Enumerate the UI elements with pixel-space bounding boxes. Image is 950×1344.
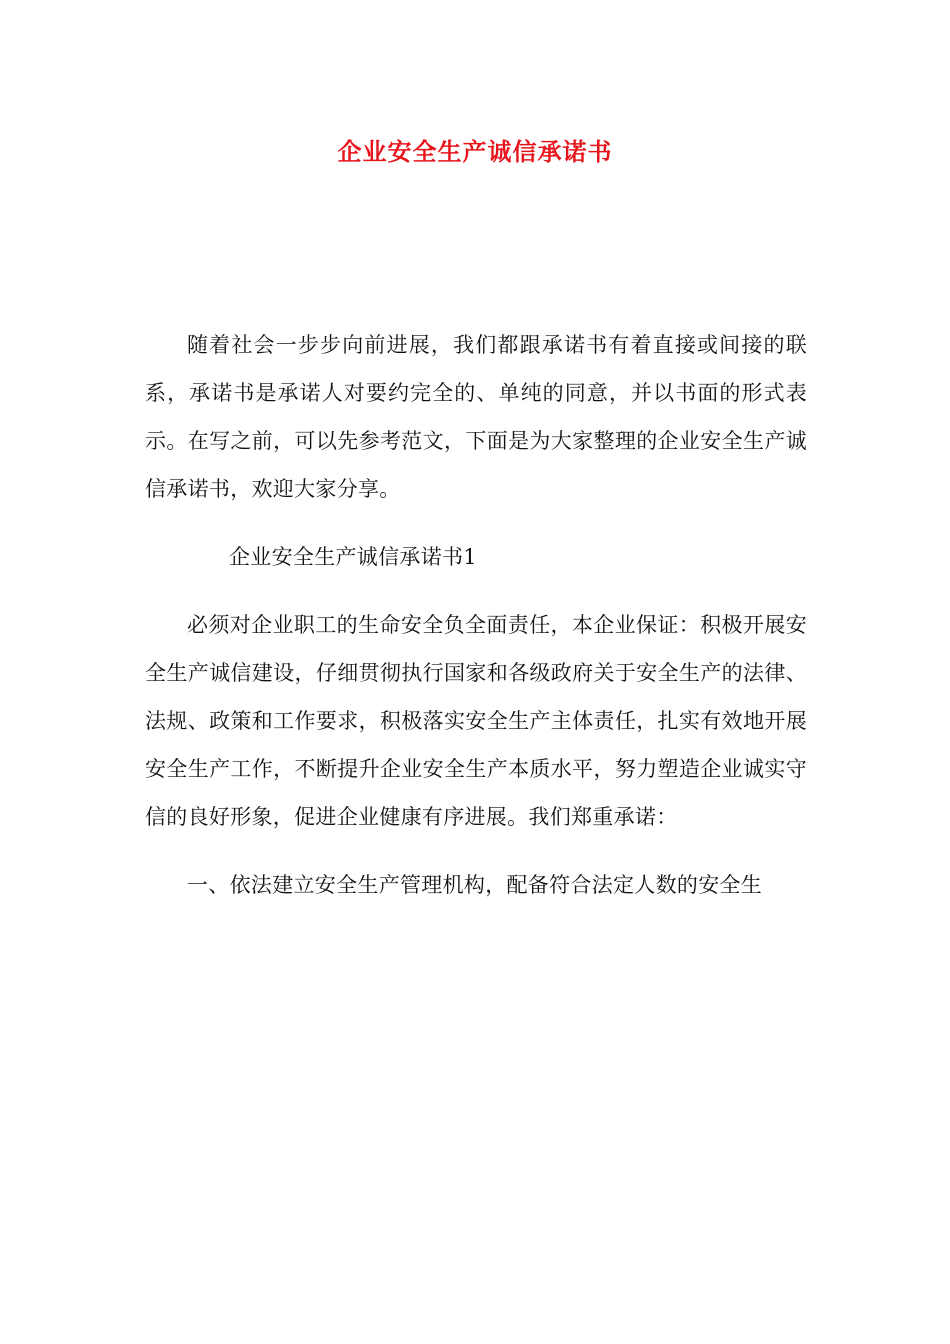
body-paragraph: 必须对企业职工的生命安全负全面责任，本企业保证：积极开展安全生产诚信建设，仔细贯彻执行国家和各级政府关于安全生产的法律、法规、政策和工作要求，积极落实安全生产主体责任，扎实有效地开展安全生产工作，不断提升企业安全生产本质水平，努力塑造企业诚实守信的良好形象，促进企业健康有序进展。我们郑重承诺：	[145, 613, 807, 829]
clause-paragraph: 一、依法建立安全生产管理机构，配备符合法定人数的安全生	[187, 873, 763, 897]
document-title: 企业安全生产诚信承诺书	[337, 137, 613, 166]
intro-paragraph: 随着社会一步步向前进展，我们都跟承诺书有着直接或间接的联系，承诺书是承诺人对要约完全的、单纯的同意，并以书面的形式表示。在写之前，可以先参考范文，下面是为大家整理的企业安全生产诚信承诺书，欢迎大家分享。	[145, 333, 807, 501]
section-heading: 企业安全生产诚信承诺书1	[229, 545, 477, 569]
document-body	[145, 321, 807, 929]
